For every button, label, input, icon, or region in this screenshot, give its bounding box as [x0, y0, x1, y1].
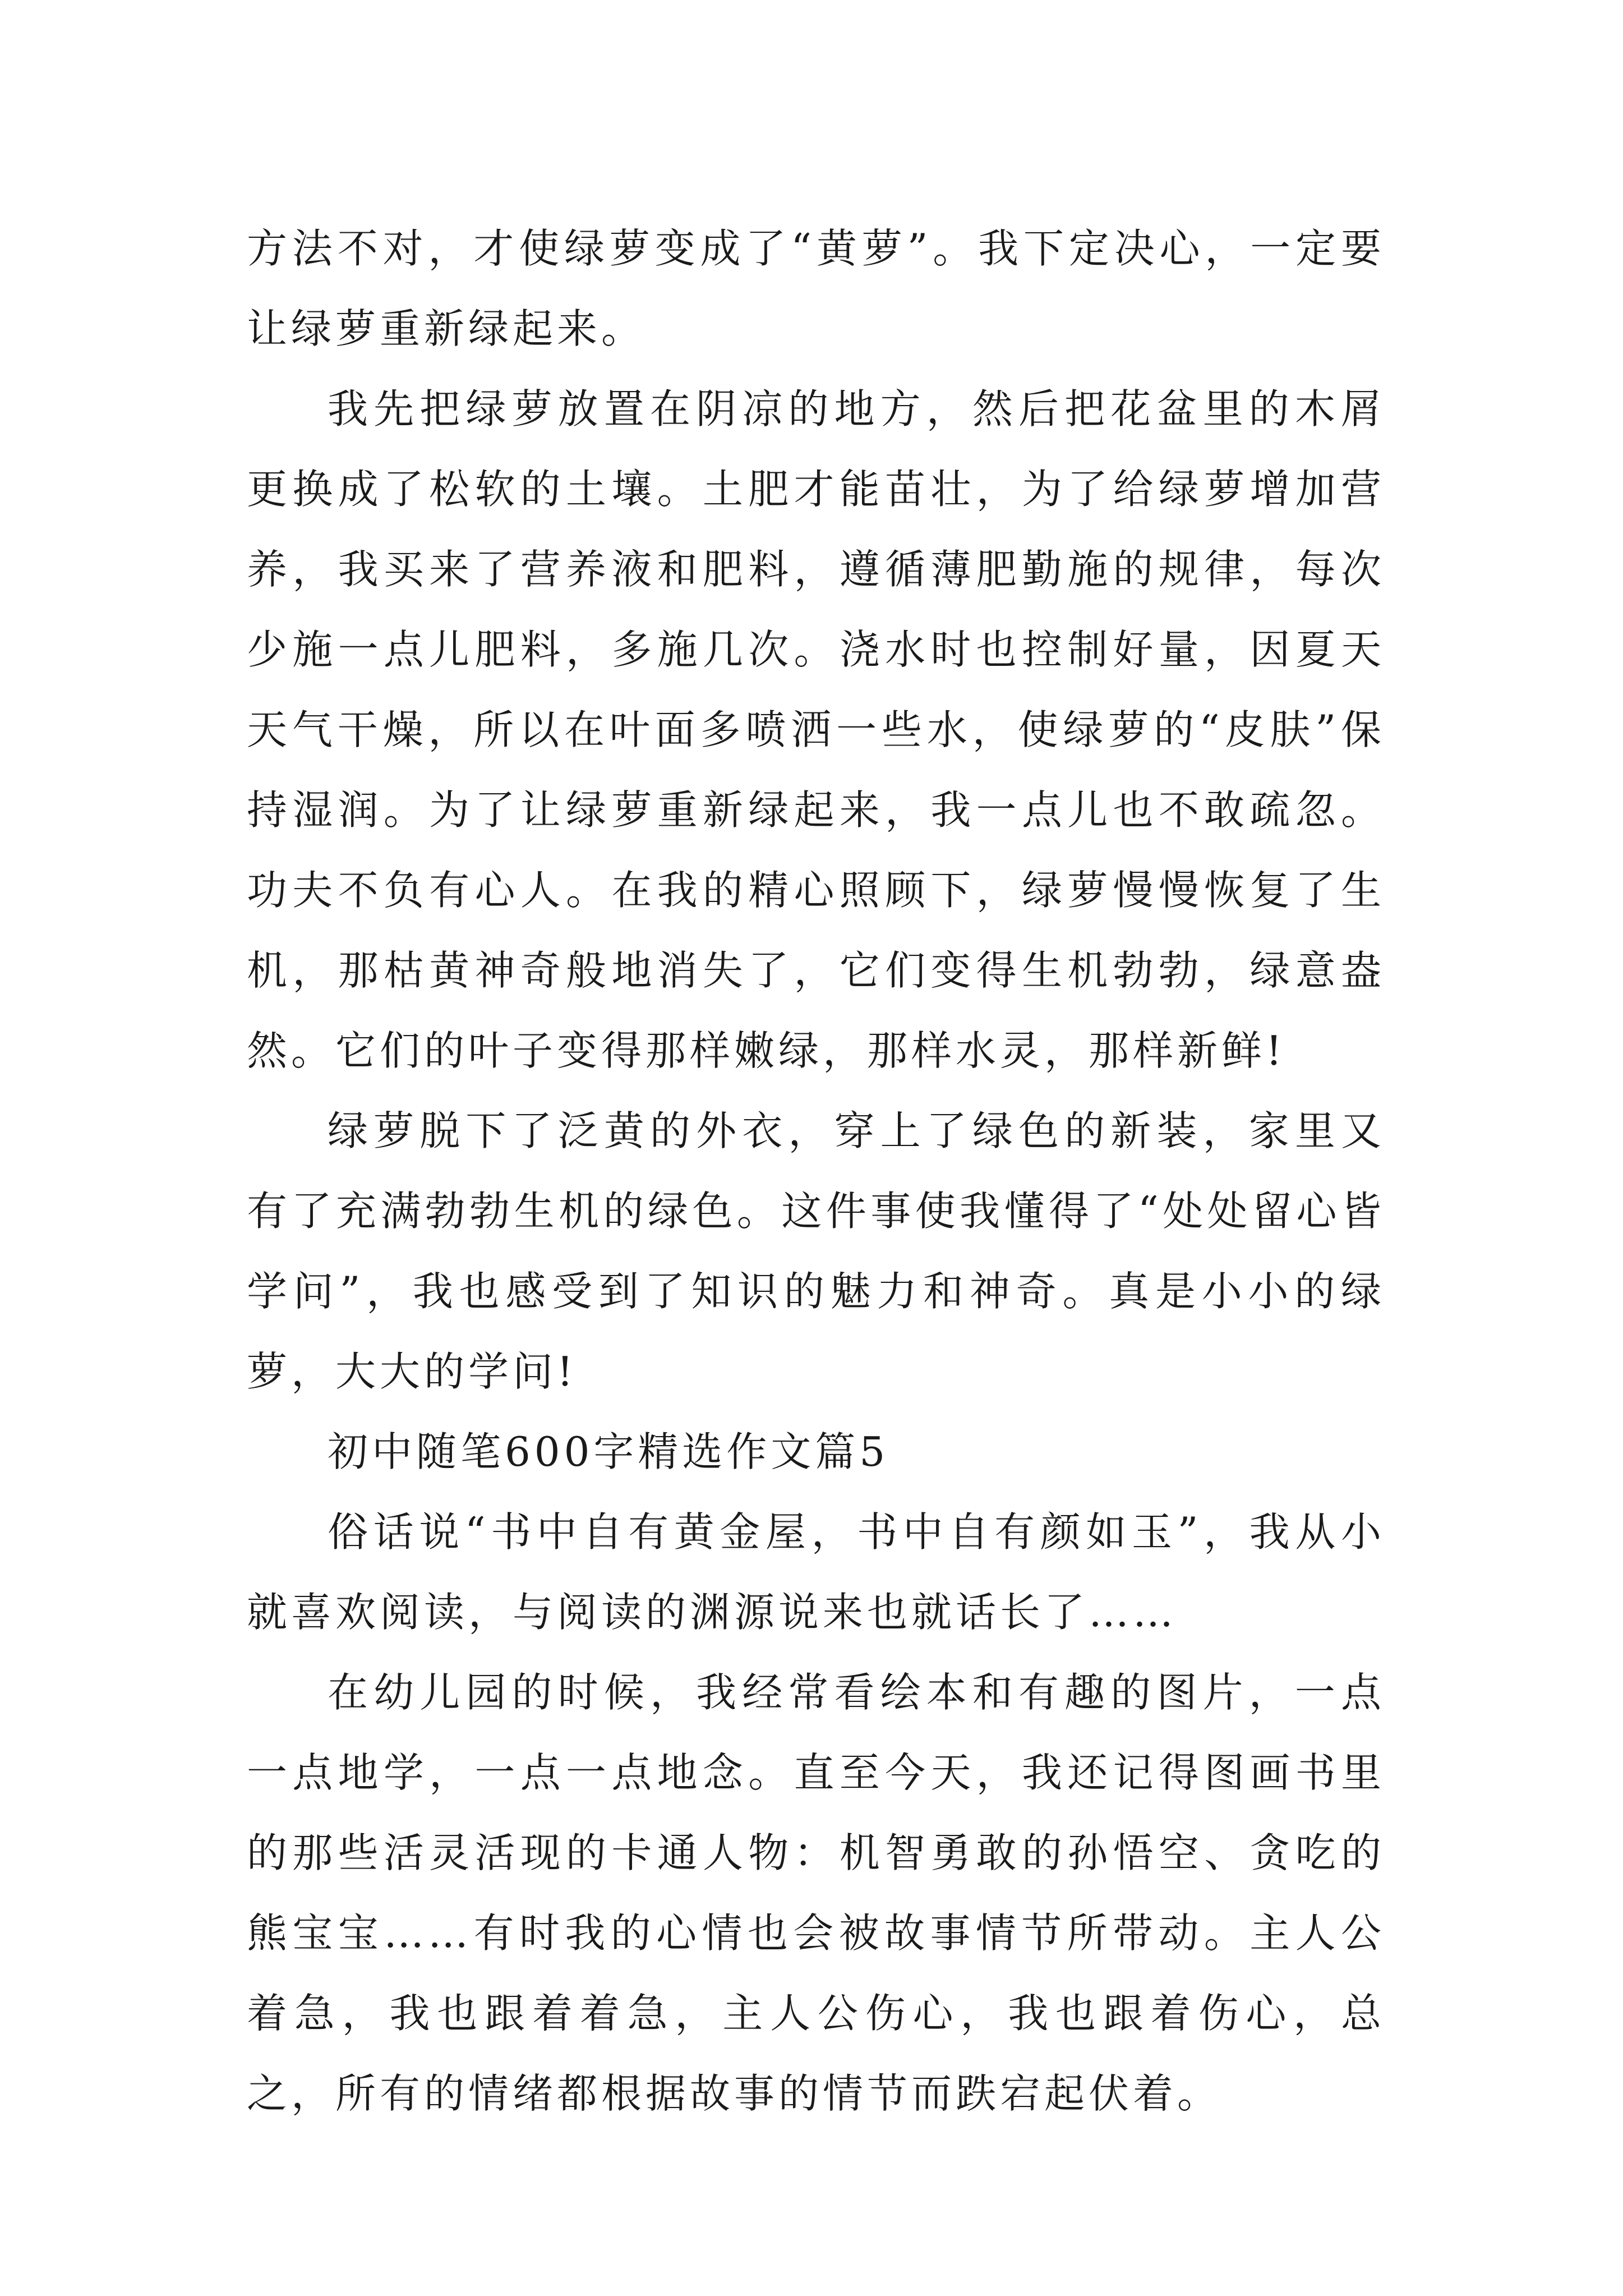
essay-heading: 初中随笔600字精选作文篇5 [328, 1428, 889, 1475]
paragraph-conclusion: 绿萝脱下了泛黄的外衣，穿上了绿色的新装，家里又有了充满勃勃生机的绿色。这件事使我懂得了“处处留心皆学问”，我也感受到了知识的魅力和神奇。真是小小的绿萝，大大的学问! [247, 1107, 1385, 1395]
paragraph-kindergarten: 在幼儿园的时候，我经常看绘本和有趣的图片，一点一点地学，一点一点地念。直至今天，我还记得图画书里的那些活灵活现的卡通人物：机智勇敢的孙悟空、贪吃的熊宝宝……有时我的心情也会被故事情节所带动。主人公着急，我也跟着着急，主人公伤心，我也跟着伤心，总之，所有的情绪都根据故事的情节而跌宕起伏着。 [247, 1669, 1385, 2117]
document-body [247, 209, 1385, 2134]
paragraph-care-process: 我先把绿萝放置在阴凉的地方，然后把花盆里的木屑更换成了松软的土壤。土肥才能苗壮，为了给绿萝增加营养，我买来了营养液和肥料，遵循薄肥勤施的规律，每次少施一点儿肥料，多施几次。浇水时也控制好量，因夏天天气干燥，所以在叶面多喷洒一些水，使绿萝的“皮肤”保持湿润。为了让绿萝重新绿起来，我一点儿也不敢疏忽。功夫不负有心人。在我的精心照顾下，绿萝慢慢恢复了生机，那枯黄神奇般地消失了，它们变得生机勃勃，绿意盎然。它们的叶子变得那样嫩绿，那样水灵，那样新鲜! [247, 385, 1385, 1074]
paragraph-proverb: 俗话说“书中自有黄金屋，书中自有颜如玉”，我从小就喜欢阅读，与阅读的渊源说来也就话长了…… [247, 1508, 1385, 1636]
paragraph-continuation: 方法不对，才使绿萝变成了“黄萝”。我下定决心，一定要让绿萝重新绿起来。 [247, 225, 1385, 352]
